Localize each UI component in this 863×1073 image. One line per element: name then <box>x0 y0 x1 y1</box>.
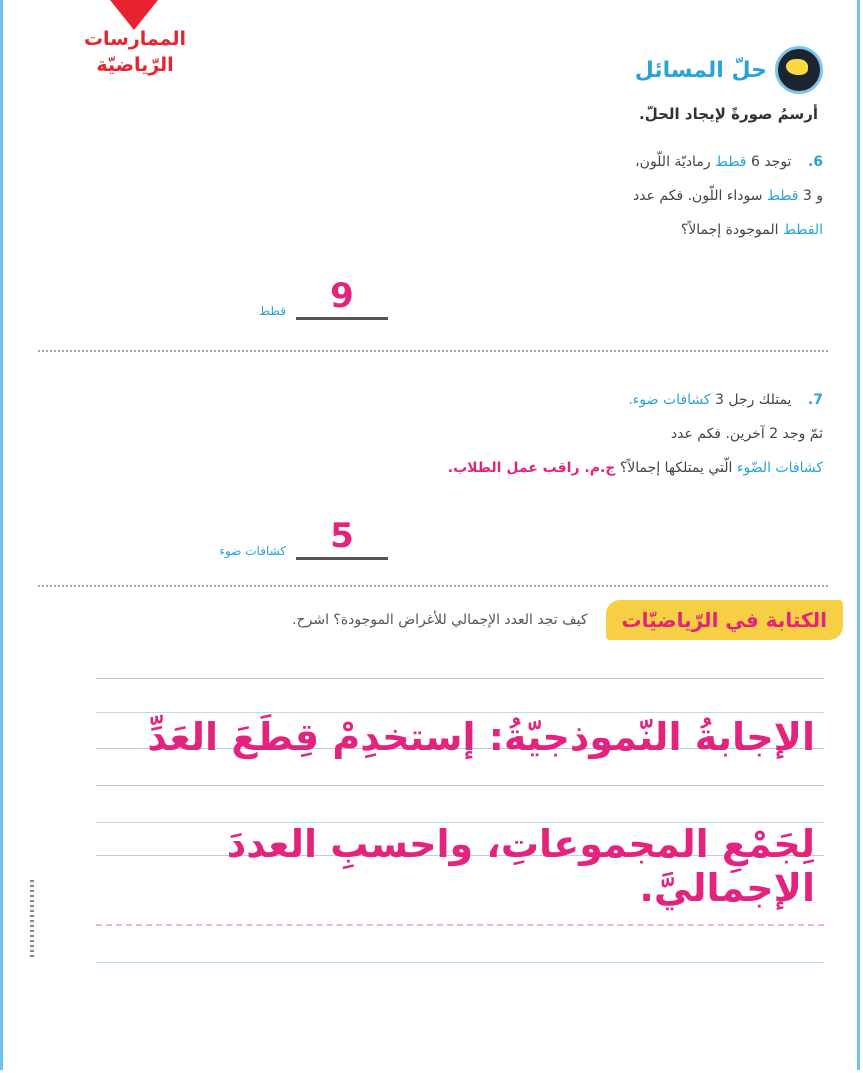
writing-tag: الكتابة في الرّياضيّات <box>606 600 844 640</box>
page-barcode <box>30 880 34 960</box>
writing-question: كيف تجد العدد الإجمالي للأغراض الموجودة؟ اشرح. <box>292 612 588 628</box>
model-answer-line2: لِجَمْعِ المجموعاتِ، واحسبِ العددَ الإجماليَّ. <box>226 822 815 910</box>
writing-line <box>96 924 824 926</box>
writing-line <box>96 712 824 713</box>
writing-line <box>96 678 824 679</box>
divider <box>38 585 828 587</box>
problem-6: 6. توجد 6 قطط رماديّة اللّون، و 3 قطط سوداء اللّون. فكم عدد القطط الموجودة إجمالاً؟ <box>633 154 823 238</box>
instruction-text: أرسمُ صورةً لإيجاد الحلّ. <box>639 105 818 123</box>
section-title: حلّ المسائل <box>634 57 767 83</box>
teacher-note: ج.م. راقب عمل الطلاب. <box>447 460 616 476</box>
badge-line1: الممارسات <box>83 28 187 50</box>
writing-in-math <box>292 600 843 640</box>
problem-7: 7. يمتلك رجل 3 كشافات ضوء. ثمّ وجد 2 آخرين. فكم عدد كشافات الضّوء الّتي يمتلكها إجمالاً؟ ج.م. راقب عمل الطلاب. <box>447 392 823 476</box>
problem-7-number: 7. <box>807 392 823 408</box>
problem-7-answer <box>219 515 388 560</box>
section-header <box>635 46 823 94</box>
writing-line <box>96 962 824 963</box>
answer-unit: كشافات ضوء <box>219 544 286 558</box>
answer-value: 9 <box>296 275 388 320</box>
problem-6-answer <box>259 275 388 320</box>
globe-icon <box>775 46 823 94</box>
writing-line <box>96 785 824 786</box>
math-practices-badge <box>80 0 190 110</box>
answer-unit: قطط <box>259 304 286 318</box>
answer-value: 5 <box>296 515 388 560</box>
model-answer-line1: الإجابةُ النّموذجيّةُ: إستخدِمْ قِطَعَ العَدِّ <box>147 715 815 759</box>
problem-6-number: 6. <box>807 154 823 170</box>
badge-line2: الرّياضيّة <box>96 54 174 76</box>
divider <box>38 350 828 352</box>
